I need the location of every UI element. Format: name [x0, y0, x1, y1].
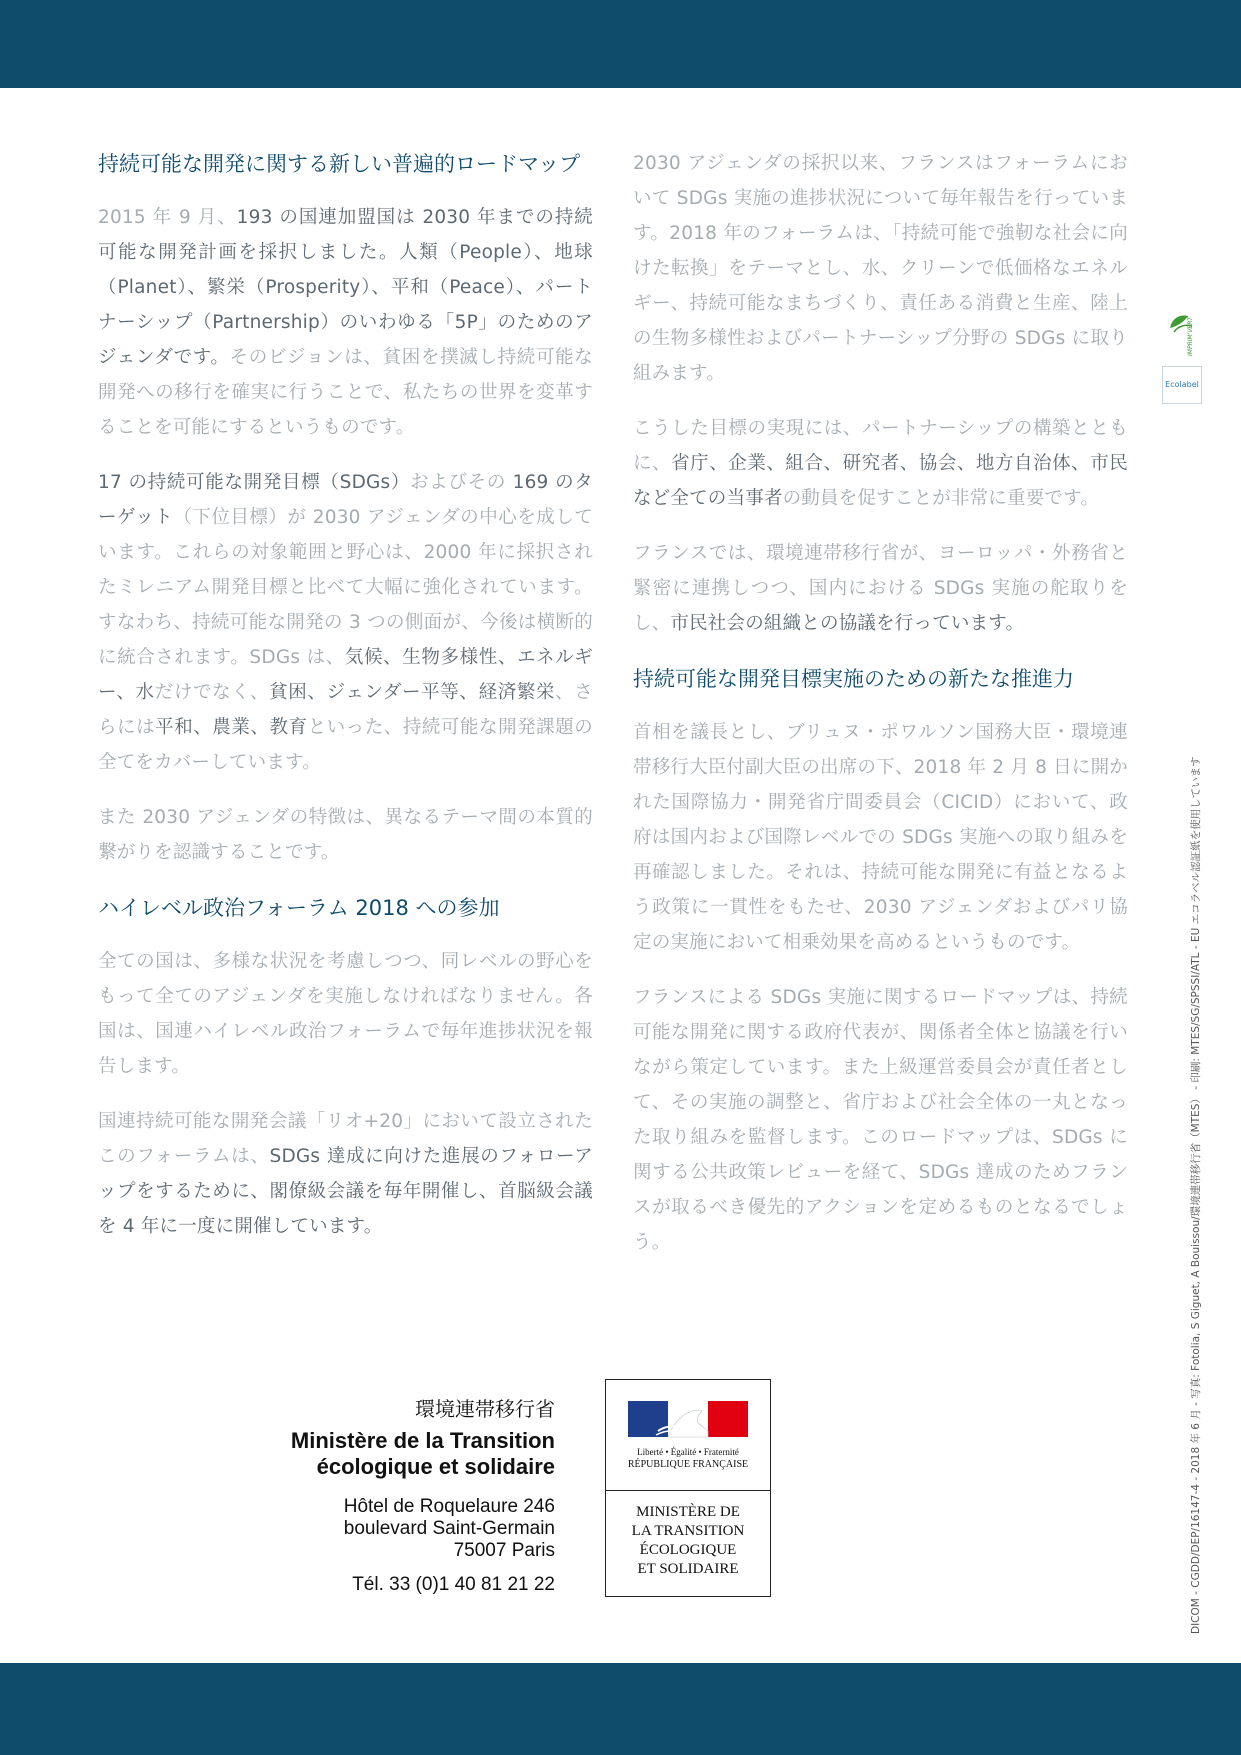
body-text: 国連持続可能な開発会議「リオ+20」において設立されたこのフォーラムは、 — [98, 1111, 593, 1167]
emphasis-text: 市民社会の組織との協議を行っています。 — [670, 613, 1025, 634]
body-text: といった、持続可能な開発課題の全てをカバーしています。 — [98, 717, 593, 773]
paragraph — [633, 980, 1128, 1260]
body-text: 2015 年 9 月、 — [98, 207, 237, 228]
paragraph — [98, 1104, 593, 1244]
ministry-name-jp: 環境連帯移行省 — [415, 1397, 555, 1421]
body-text: 2030 アジェンダの採択以来、フランスはフォーラムにおいて SDGs 実施の進捗状況について毎年報告を行っています。2018 年のフォーラムは、「持続可能で強靭な社会に向けた転換」をテーマとし、水、クリーンで低価格なエネルギー、持続可能なまちづくり、責任ある消費と生産、陸上の生物多様性およびパートナーシップ分野の SDGs に取り組みます。 — [633, 153, 1128, 384]
paragraph — [633, 146, 1128, 391]
credit-line: DICOM - CGDD/DEP/16147-4 - 2018 年 6 月 - 写真: Fotolia, S Giguet, A Bouissou/環境連帯移行省（MTES） - 印刷: MTES/SG/SPSSI/ATL - EU エコラベル認証紙を使用しています — [1190, 756, 1202, 1634]
emphasis-text: 169 のターゲット — [98, 472, 593, 528]
body-text: およびその — [410, 472, 513, 493]
body-text: だけでなく、 — [154, 682, 270, 703]
body-text: フランスによる SDGs 実施に関するロードマップは、持続可能な開発に関する政府代表が、関係者全体と協議を行いながら策定しています。また上級運営委員会が責任者として、その実施の調整と、省庁および社会全体の一丸となった取り組みを監督します。このロードマップは、SDGs に関する公共政策レビューを経て、SDGs 達成のためフランスが取るべき優先的アクションを定めるものとなるでしょう。 — [633, 987, 1128, 1253]
motto: Liberté • Égalité • Fraternité — [637, 1447, 739, 1457]
emphasis-text: 17 の持続可能な開発目標（SDGs） — [98, 472, 411, 493]
paragraph — [98, 200, 593, 445]
marianne-block — [606, 1380, 770, 1491]
logo-line: ET SOLIDAIRE — [637, 1561, 739, 1577]
left-column — [98, 146, 593, 1264]
address-line-1: Hôtel de Roquelaure 246 — [343, 1496, 555, 1517]
emphasis-text: 省庁、企業、組合、研究者、協会、地方自治体、市民など全ての当事者 — [633, 453, 1128, 509]
marianne-icon — [628, 1401, 748, 1443]
heading-hlpf: ハイレベル政治フォーラム 2018 への参加 — [98, 896, 500, 920]
body-text: また 2030 アジェンダの特徴は、異なるテーマ間の本質的繋がりを認識することです。 — [98, 807, 593, 863]
paragraph — [633, 411, 1128, 516]
body-text: フランスでは、環境連帯移行省が、ヨーロッパ・外務省と緊密に連携しつつ、国内における SDGs 実施の舵取りをし、 — [633, 543, 1128, 634]
address-line-2: boulevard Saint-Germain — [343, 1518, 555, 1539]
ministry-name-fr-1: Ministère de la Transition — [290, 1428, 555, 1453]
right-column — [633, 146, 1128, 1280]
ecolabel-logo: Ecolabel — [1162, 366, 1202, 404]
paragraph — [633, 715, 1128, 960]
paragraph — [98, 944, 593, 1084]
ministry-name-fr-2: écologique et solidaire — [316, 1454, 555, 1479]
body-text: そのビジョンは、貧困を撲滅し持続可能な開発への移行を確実に行うことで、私たちの世界を変革することを可能にするというものです。 — [98, 347, 594, 438]
ministry-logo — [605, 1379, 771, 1597]
body-text: の動員を促すことが非常に重要です。 — [782, 488, 1100, 509]
logo-line: ÉCOLOGIQUE — [639, 1542, 737, 1558]
heading-roadmap: 持続可能な開発に関する新しい普遍的ロードマップ — [98, 152, 581, 176]
paragraph — [633, 536, 1128, 641]
body-text: 、さらには — [98, 682, 593, 738]
body-text: （下位目標）が 2030 アジェンダの中心を成しています。これらの対象範囲と野心は、2000 年に採択されたミレニアム開発目標と比べて大幅に強化されています。すなわち、持続可能な開発の 3 つの側面が、今後は横断的に統合されます。SDGs は、 — [98, 507, 594, 668]
emphasis-text: 気候、生物多様性、エネルギー、水 — [98, 647, 593, 703]
imprim-vert-label: IMPRIM'VERT — [1187, 316, 1194, 356]
telephone: Tél. 33 (0)1 40 81 21 22 — [352, 1574, 555, 1595]
address-line-3: 75007 Paris — [453, 1540, 555, 1561]
logo-line: LA TRANSITION — [631, 1523, 745, 1539]
body-text: 首相を議長とし、ブリュヌ・ポワルソン国務大臣・環境連帯移行大臣付副大臣の出席の下、2018 年 2 月 8 日に開かれた国際協力・開発省庁間委員会（CICID）において、政府は国内および国際レベルでの SDGs 実施への取り組みを再確認しました。それは、持続可能な開発に有益となるよう政策に一貫性をもたせ、2030 アジェンダおよびパリ協定の実施において相乗効果を高めるというものです。 — [633, 722, 1128, 953]
logo-ministry-name — [606, 1503, 770, 1579]
leaf-icon — [1162, 298, 1202, 358]
emphasis-text: SDGs 達成に向けた進展のフォローアップをするために、閣僚級会議を毎年開催し、首脳級会議を 4 年に一度に開催しています。 — [98, 1146, 593, 1237]
emphasis-text: 貧困、ジェンダー平等、経済繁栄 — [269, 682, 556, 703]
top-band — [0, 0, 1241, 88]
paragraph — [98, 465, 593, 780]
bottom-band — [0, 1663, 1241, 1755]
republic-label: RÉPUBLIQUE FRANÇAISE — [627, 1459, 749, 1470]
heading-new-momentum: 持続可能な開発目標実施のための新たな推進力 — [633, 667, 1074, 691]
imprim-vert-logo — [1162, 298, 1202, 362]
ministry-address-block — [250, 1394, 555, 1596]
body-text: こうした目標の実現には、パートナーシップの構築とともに、 — [633, 418, 1128, 474]
logo-line: MINISTÈRE DE — [636, 1504, 740, 1520]
emphasis-text: 193 の国連加盟国は 2030 年までの持続可能な開発計画を採択しました。人類（People）、地球（Planet）、繁栄（Prosperity）、平和（Peace）、パートナーシップ（Partnership）のいわゆる「5P」のためのアジェンダです。 — [98, 207, 593, 368]
emphasis-text: 平和、農業、教育 — [155, 717, 308, 738]
paragraph — [98, 800, 593, 870]
body-text: 全ての国は、多様な状況を考慮しつつ、同レベルの野心をもって全てのアジェンダを実施しなければなりません。各国は、国連ハイレベル政治フォーラムで毎年進捗状況を報告します。 — [98, 951, 593, 1077]
